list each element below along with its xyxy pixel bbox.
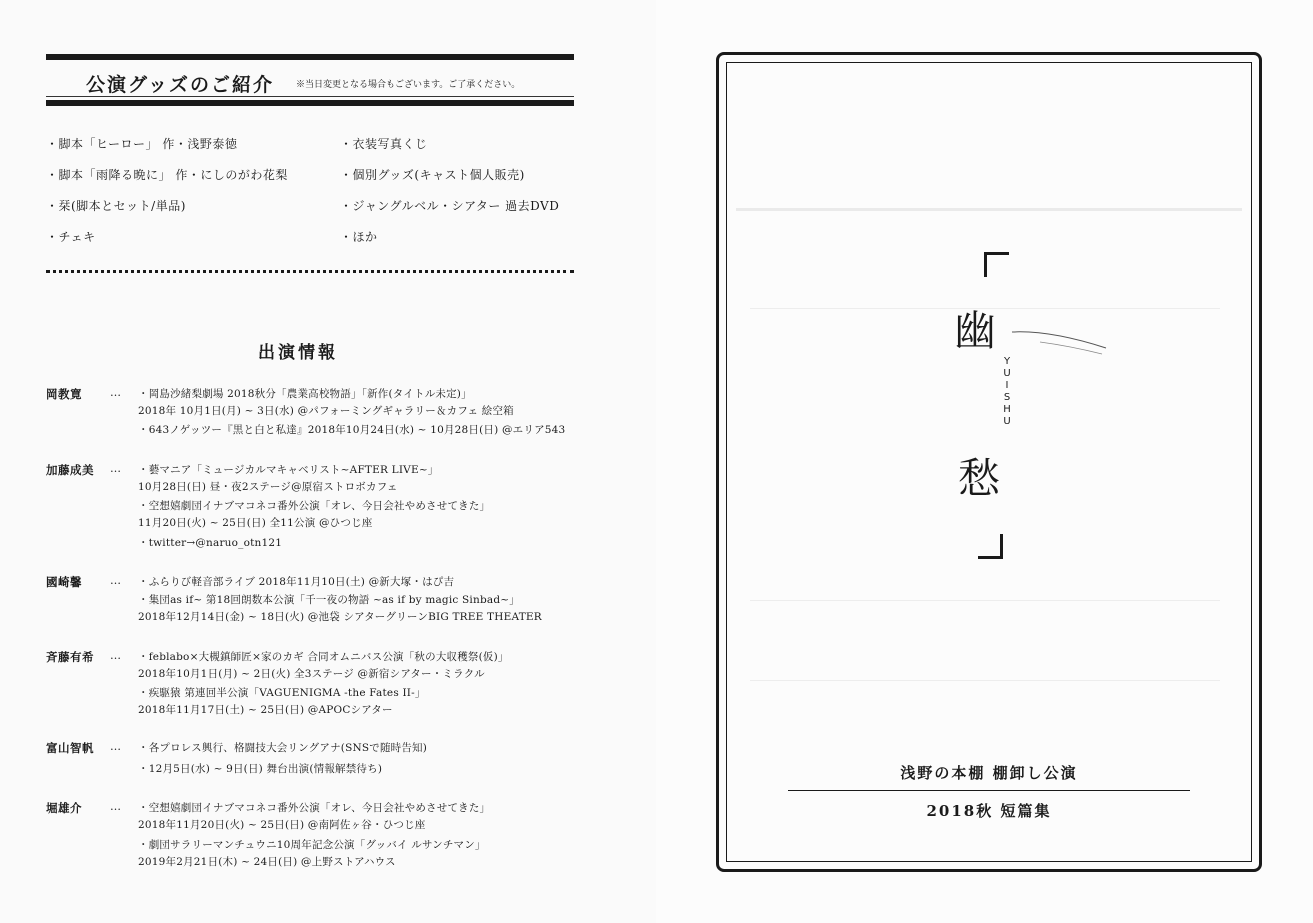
cast-name: 富山智帆	[46, 741, 94, 755]
cast-info-line: ・空想嬉劇団イナブマコネコ番外公演「オレ、今日会社やめさせてきた」	[138, 802, 491, 814]
cast-info-line: ・劇団サラリーマンチュウニ10周年記念公演「グッバイ ルサンチマン」	[138, 839, 486, 851]
goods-item: ・脚本「雨降る晩に」 作・にしのがわ花梨	[46, 168, 288, 182]
goods-item: ・衣装写真くじ	[340, 137, 428, 151]
cast-info-line: ・藝マニア「ミュージカルマキャベリスト~AFTER LIVE~」	[138, 464, 439, 476]
cast-name: 斉藤有希	[46, 650, 94, 664]
cover-romaji	[1000, 356, 1014, 428]
cast-info-line: ・集団as if~ 第18回朗数本公演「千一夜の物語 ~as if by magic Sinbad~」	[138, 594, 520, 606]
goods-item: ・チェキ	[46, 230, 96, 244]
cast-info-line: ・feblabo×大槻鎮師匠×家のカギ 合同オムニバス公演「秋の大収穫祭(仮)」	[138, 651, 509, 663]
goods-title: 公演グッズのご紹介	[86, 74, 275, 96]
cast-info-line: ・643ノゲッツー『黒と白と私達』2018年10月24日(水) ~ 10月28日(日) @エリア543	[138, 424, 566, 436]
cast-info-line: 2018年 10月1日(月) ~ 3日(水) @パフォーミングギャラリー＆カフェ 絵空箱	[138, 405, 514, 417]
goods-item: ・脚本「ヒーロー」 作・浅野泰徳	[46, 137, 238, 151]
cast-heading: 出演情報	[258, 343, 338, 363]
cover-title-char: 幽	[954, 306, 997, 355]
goods-header-bar-top	[46, 54, 574, 60]
cast-info-line: 2018年12月14日(金) ~ 18日(火) @池袋 シアターグリーンBIG TREE THEATER	[138, 611, 542, 623]
cast-info-line: ・各プロレス興行、格闘技大会リングアナ(SNSで随時告知)	[138, 742, 428, 754]
cast-info-line: ・岡島沙緒梨劇場 2018秋分「農業高校物語」「新作(タイトル未定)」	[138, 388, 472, 400]
cast-name: 國崎馨	[46, 575, 82, 589]
romaji-letter: Y	[1003, 356, 1011, 367]
dotted-divider	[46, 270, 574, 273]
cast-info-line: 2018年11月17日(土) ~ 25日(日) @APOCシアター	[138, 704, 393, 716]
goods-header	[46, 64, 574, 97]
cast-leader-dots: …	[110, 574, 121, 587]
cast-info-line: 2018年11月20日(火) ~ 25日(日) @南阿佐ヶ谷・ひつじ座	[138, 819, 426, 831]
cast-leader-dots: …	[110, 649, 121, 662]
goods-item: ・個別グッズ(キャスト個人販売)	[340, 168, 525, 182]
cast-info-line: ・空想嬉劇団イナブマコネコ番外公演「オレ、今日会社やめさせてきた」	[138, 500, 491, 512]
cast-info-line: 2018年10月1日(月) ~ 2日(火) 全3ステージ @新宿シアター・ミラクル	[138, 668, 485, 680]
cover-organizer: 浅野の本棚 棚卸し公演	[900, 764, 1078, 782]
cast-name: 堀雄介	[46, 801, 82, 815]
romaji-letter: U	[1003, 416, 1011, 427]
cast-leader-dots: …	[110, 800, 121, 813]
cast-info-line: 2019年2月21日(木) ~ 24日(日) @上野ストアハウス	[138, 856, 396, 868]
cast-leader-dots: …	[110, 386, 121, 399]
goods-item: ・栞(脚本とセット/単品)	[46, 199, 186, 213]
brush-stroke-icon	[1010, 318, 1110, 358]
cast-name: 岡教寛	[46, 387, 82, 401]
cast-name: 加藤成美	[46, 463, 94, 477]
show-through-artifact	[736, 208, 1242, 211]
cast-info-line: 11月20日(火) ~ 25日(日) 全11公演 @ひつじ座	[138, 517, 373, 529]
romaji-letter: S	[1003, 392, 1011, 403]
cast-info-line: 10月28日(日) 昼・夜2ステージ@原宿ストロボカフェ	[138, 481, 398, 493]
cover-title-char: 愁	[958, 454, 1001, 503]
title-bracket-open	[984, 252, 1009, 277]
show-through-artifact	[750, 680, 1220, 681]
title-bracket-close	[978, 534, 1003, 559]
goods-note: ※当日変更となる場合もございます。ご了承ください。	[296, 80, 521, 90]
cover-divider	[788, 790, 1190, 791]
cast-info-line: ・12月5日(水) ~ 9日(日) 舞台出演(情報解禁待ち)	[138, 763, 383, 775]
cast-info-line: ・ふらりび軽音部ライブ 2018年11月10日(土) @新大塚・はぴ吉	[138, 576, 455, 588]
cast-info-line: ・疾駆猿 第連回半公演「VAGUENIGMA -the Fates II-」	[138, 687, 426, 699]
cover-subtitle: 2018秋 短篇集	[926, 802, 1052, 820]
cast-leader-dots: …	[110, 740, 121, 753]
goods-item: ・ほか	[340, 230, 378, 244]
goods-item: ・ジャングルベル・シアター 過去DVD	[340, 199, 560, 213]
romaji-letter: I	[1005, 380, 1009, 391]
cast-info-line: ・twitter→@naruo_otn121	[138, 537, 283, 549]
show-through-artifact	[750, 600, 1220, 601]
cast-leader-dots: …	[110, 462, 121, 475]
goods-header-bar-bottom	[46, 100, 574, 106]
romaji-letter: U	[1003, 368, 1011, 379]
romaji-letter: H	[1003, 404, 1011, 415]
